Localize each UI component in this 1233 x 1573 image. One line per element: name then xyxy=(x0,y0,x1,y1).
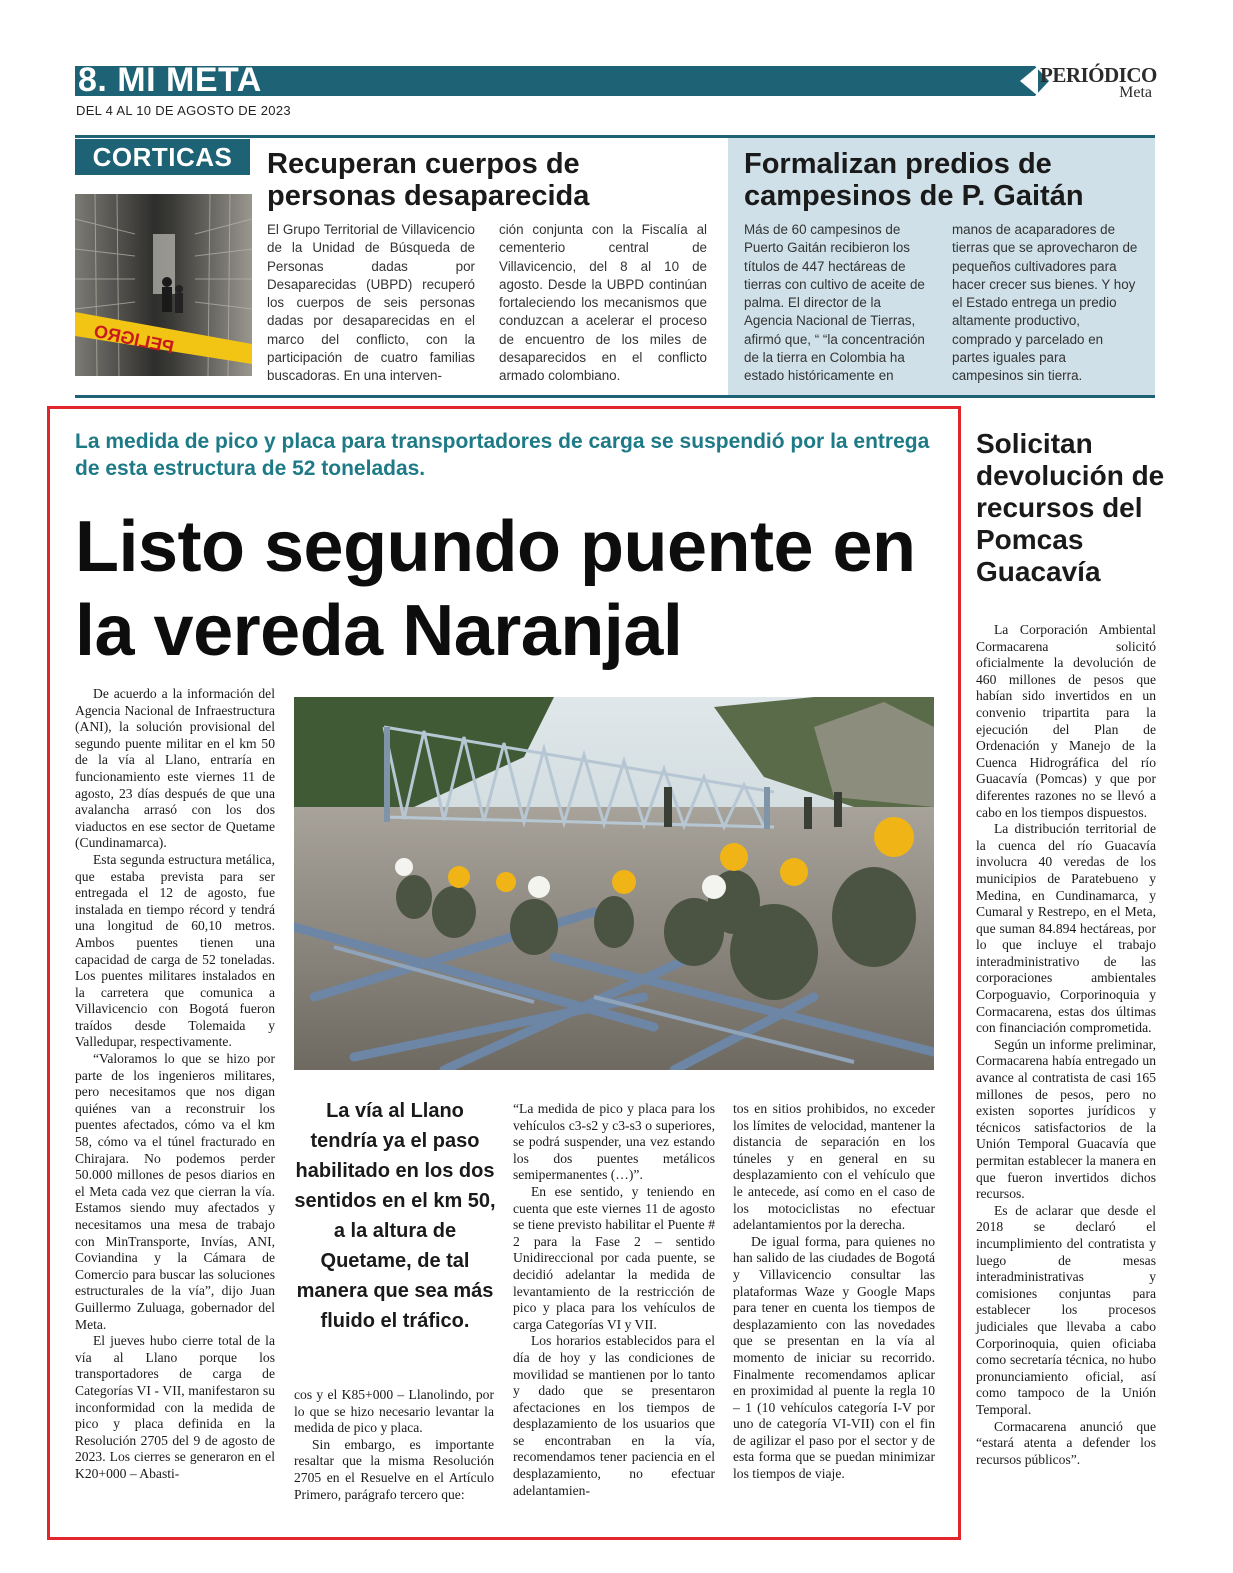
main-headline: Listo segundo puente en la vereda Naranjal xyxy=(75,507,916,671)
paragraph: Esta segunda estructura metálica, que estaba prevista para ser entregada el 12 de agosto, fue instalada en tiempo récord y tendrá una longitud de 60,10 metros. Ambos puentes tienen una capacidad de carga de 52 toneladas. Los puentes militares instalados en la carretera que comunica a Villavicencio con Bogotá fueron traídos desde Tolemaida y Valledupar, respectivamente. xyxy=(75,851,275,1050)
paragraph: Sin embargo, es importante resaltar que la misma Resolución 2705 en el Resuelve en el Artículo Primero, parágrafo tercero que: xyxy=(294,1436,494,1502)
paragraph: La Corporación Ambiental Cormacarena solicitó oficialmente la devolución de 460 millones de pesos que habían sido invertidos en un convenio tripartita para la ejecución del Plan de Ordenación y Manejo de la Cuenca Hidrográfica del río Guacavía (Pomcas) y que por diferentes razones no se llevó a cabo en los tiempos dispuestos. xyxy=(976,622,1156,820)
newspaper-logo xyxy=(1040,64,1160,100)
side-story-title: Solicitan devolución de recursos del Pomcas Guacavía xyxy=(976,428,1165,587)
brief1-column-1: El Grupo Territorial de Villavicencio de la Unidad de Búsqueda de Personas dadas por Desaparecidas (UBPD) recuperó los cuerpos de seis personas dadas por desaparecidas en el marco del conflicto, con la participación de cuatro familias buscadoras. En una interven- xyxy=(267,222,475,384)
paragraph: En ese sentido, y teniendo en cuenta que este viernes 11 de agosto se tiene previsto habilitar el Puente # 2 para la Fase 2 – sentido Unidireccional por cada puente, se decidió adelantar la medida de levantamiento de la restricción de pico y placa para los vehículos de carga Categorías VI y VII. xyxy=(513,1183,715,1332)
section-title: 8. MI META xyxy=(78,61,262,99)
header-notch xyxy=(1020,66,1038,96)
cemetery-photo xyxy=(75,194,252,376)
paragraph: tos en sitios prohibidos, no exceder los límites de velocidad, mantener la distancia de separación en los túneles y en general en su desplazamiento con el vehículo que le antecede, así como en el caso de los motociclistas no efectuar adelantamientos por la derecha. xyxy=(733,1101,935,1233)
brief2-column-2: manos de acaparadores de tierras que se aprovecharon de pequeños cultivadores para hacer crecer sus bienes. Y hoy el Estado entrega un predio altamente productivo, comprado y parcelado en partes iguales para campesinos sin tierra. xyxy=(952,222,1138,384)
paragraph: Es de aclarar que desde el 2018 se declaró el incumplimiento del contratista y luego de mesas interadministrativas y comisiones conjuntas para establecer los procesos judiciales que llevaba a cabo Corporinoquia, quien oficiaba como secretaría técnica, no hubo pronunciamiento oficial, así como tampoco de la Unión Temporal. xyxy=(976,1202,1156,1417)
paragraph: La distribución territorial de la cuenca del río Guacavía involucra 40 veredas de los municipios de Paratebueno y Medina, en Cundinamarca, y Cumaral y Restrepo, en el Meta, que suman 84.894 hectáreas, por lo que incluye el trabajo interadministrativo de las corporaciones ambientales Corpoguavio, Corporinoquia y Cormacarena, estas dos últimas con financiación comprometida. xyxy=(976,821,1156,1036)
brief1-title: Recuperan cuerpos de personas desaparecida xyxy=(267,148,590,212)
paragraph: De acuerdo a la información del Agencia Nacional de Infraestructura (ANI), la solución provisional del segundo puente militar en el km 50 de la vía al Llano, entraría en funcionamiento este viernes 11 de agosto, 23 días después de que una avalancha arrasó con los dos viaductos en ese sector de Quetame (Cundinamarca). xyxy=(75,686,275,851)
svg-text:PELIGRO: PELIGRO xyxy=(92,320,176,358)
paragraph: El jueves hubo cierre total de la vía al Llano porque los transportadores de carga de Categorías VI - VII, manifestaron su inconformidad con la medida de pico y placa definida en la Resolución 2705 del 9 de agosto de 2023. Los cierres se generaron en el K20+000 – Abasti- xyxy=(75,1333,275,1481)
side-story-column xyxy=(976,622,1156,1468)
brief2-title: Formalizan predios de campesinos de P. Gaitán xyxy=(744,148,1084,212)
main-kicker: La medida de pico y placa para transportadores de carga se suspendió por la entrega de esta estructura de 52 toneladas. xyxy=(75,430,930,480)
brief2-column-1: Más de 60 campesinos de Puerto Gaitán recibieron los títulos de 447 hectáreas de tierras con cultivo de aceite de palma. El director de la Agencia Nacional de Tierras, afirmó que, “ “la concentración de la tierra en Colombia ha estado históricamente en xyxy=(744,222,925,384)
paragraph: “Valoramos lo que se hizo por parte de los ingenieros militares, pero necesitamos que nos digan quiénes van a reconstruir los puentes afectados, cómo va el km 58, cómo va el túnel fracturado en Chirajara. No podemos perder 50.000 millones de pesos diarios en el Meta cada vez que cierran la vía. Estamos siendo muy afectados y necesitamos una mesa de trabajo con MinTransporte, Invías, ANI, Coviandina y la Cámara de Comercio para buscar las soluciones estructurales de la vía”, dijo Juan Guillermo Zuluaga, gobernador del Meta. xyxy=(75,1051,275,1332)
logo-sub-text: Meta xyxy=(1119,84,1152,101)
paragraph: Según un informe preliminar, Cormacarena había entregado un avance al contratista de casi 165 millones de pesos, pero no existen soportes jurídicos y técnicos satisfactorios de la Unión Temporal Guacavía que permitan establecer la manera en que fueron invertidos dichos recursos. xyxy=(976,1036,1156,1202)
paragraph: De igual forma, para quienes no han salido de las ciudades de Bogotá y Villavicencio consultar las plataformas Waze y Google Maps para tener en cuenta los tiempos de desplazamiento con las novedades que se presentan en la vía al momento de iniciar su recorrido. Finalmente recomendamos aplicar en proximidad al puente la regla 10 – 1 (10 vehículos categoría I-V por uno de categoría VI-VII) con el fin de agilizar el paso por el sector y de esta forma que se puedan minimizar los tiempos de viaje. xyxy=(733,1233,935,1482)
paragraph: “La medida de pico y placa para los vehículos c3-s2 y c3-s3 o superiores, se podrá suspender, una vez estando los dos puentes metálicos semipermanentes (…)”. xyxy=(513,1101,715,1183)
corticas-tag: CORTICAS xyxy=(75,139,250,175)
logo-main-text: PERIÓDICO xyxy=(1040,63,1157,87)
briefs-divider xyxy=(75,395,1155,398)
paragraph: Los horarios establecidos para el día de hoy y las condiciones de movilidad se mantienen por lo tanto y dado que se presentaron afectaciones en los tiempos de desplazamiento de los usuarios que se encontraban en la vía, recomendamos tener paciencia en el desplazamiento, no efectuar adelantamien- xyxy=(513,1333,715,1498)
brief1-column-2: ción conjunta con la Fiscalía al cementerio central de Villavicencio, del 8 al 10 de agosto. Desde la UBPD continúan fortaleciendo los mecanismos que conduzcan a acelerar el proceso de encuentro de los miles de desaparecidos en el conflicto armado colombiano. xyxy=(499,222,707,384)
main-column-4 xyxy=(733,1101,935,1483)
issue-date: DEL 4 AL 10 DE AGOSTO DE 2023 xyxy=(76,103,291,118)
main-column-2 xyxy=(294,1387,494,1503)
bridge-construction-photo xyxy=(294,697,934,1070)
paragraph: Cormacarena anunció que “estará atenta a defender los recursos públicos”. xyxy=(976,1418,1156,1467)
main-column-1 xyxy=(75,686,275,1483)
pull-quote: La vía al Llano tendría ya el paso habilitado en los dos sentidos en el km 50, a la altura de Quetame, de tal manera que sea más fluido el tráfico. xyxy=(294,1100,496,1332)
main-column-3 xyxy=(513,1101,715,1499)
paragraph: cos y el K85+000 – Llanolindo, por lo que se hizo necesario levantar la medida de pico y placa. xyxy=(294,1387,494,1436)
